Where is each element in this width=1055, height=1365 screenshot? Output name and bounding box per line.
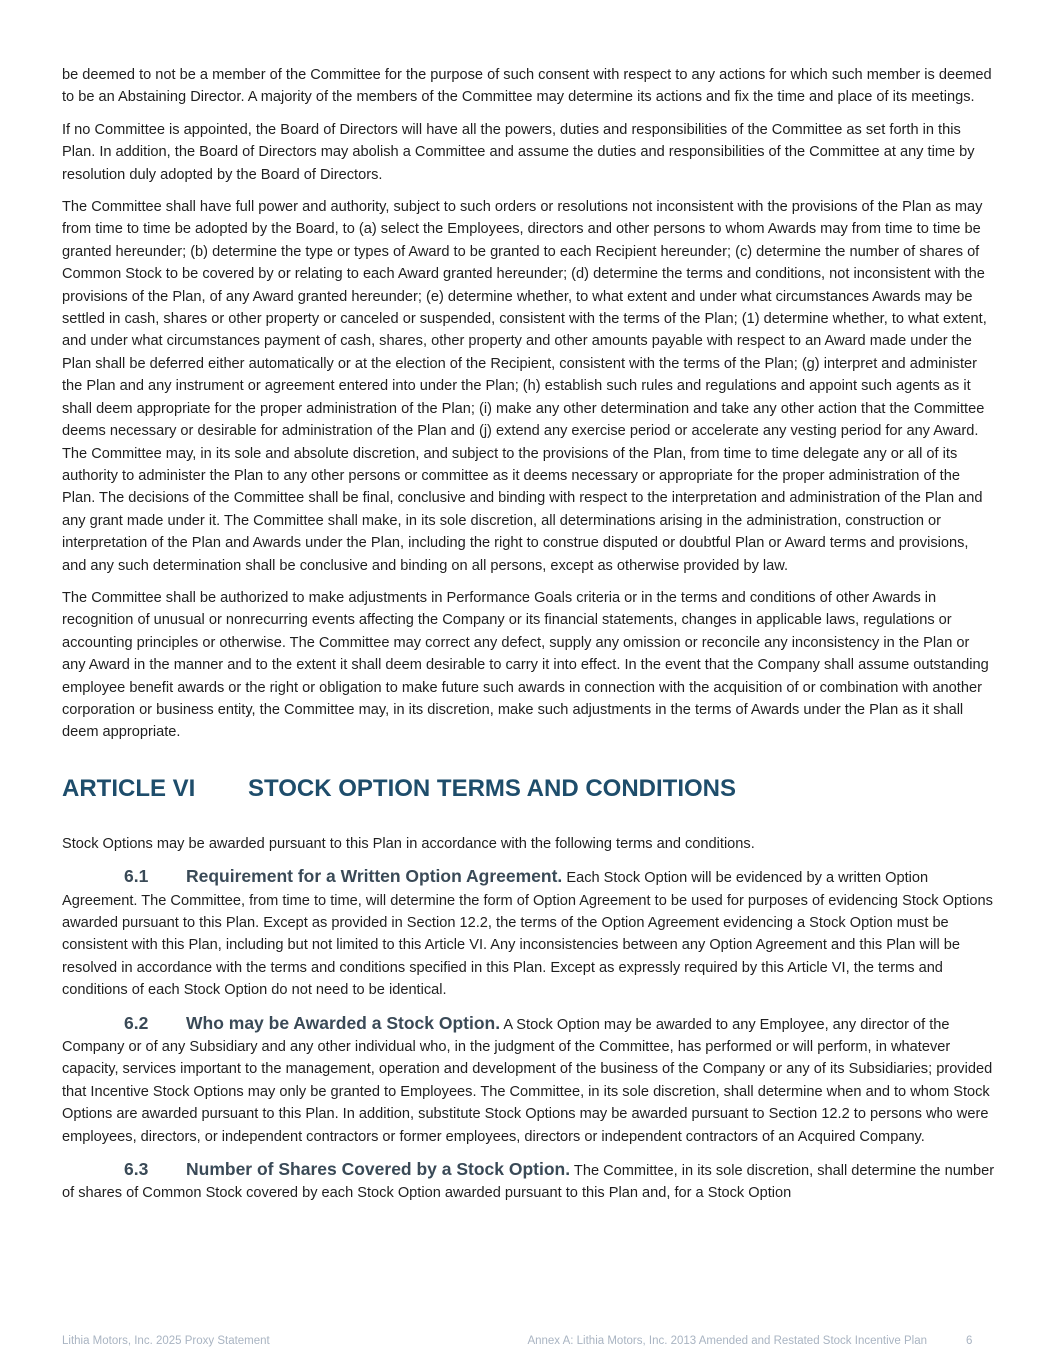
page-number: 6 [966,1335,973,1347]
section-heading [62,1013,500,1033]
section-6-1 [62,865,996,1001]
section-title: Who may be Awarded a Stock Option. [186,1012,501,1033]
paragraph-4: The Committee shall be authorized to make adjustments in Performance Goals criteria or in the terms and conditions of other Awards in recognition of unusual or nonrecurring events affecting the Company or its financial statements, changes in applicable laws, regulations or accounting principles or otherwise. The Committee may correct any defect, supply any omission or reconcile any inconsistency in the Plan or any Award in the manner and to the extent it shall deem desirable to carry it into effect. In the event that the Company shall assume outstanding employee benefit awards or the right or obligation to make future such awards in connection with the acquisition of or combination with another corporation or business entity, the Committee may, in its discretion, make such adjustments in the terms of Awards under the Plan as it shall deem appropriate. [62,589,989,741]
article-number: ARTICLE VI [62,774,196,802]
section-6-2 [62,1012,996,1148]
section-number: 6.1 [124,866,149,887]
footer-left: Lithia Motors, Inc. 2025 Proxy Statement [62,1335,270,1347]
document-body [62,64,996,1215]
section-body: Each Stock Option will be evidenced by a written Option Agreement. The Committee, from time to time, will determine the form of Option Agreement to be used for purposes of evidencing Stock Options awarded pursuant to this Plan. Except as provided in Section 12.2, the terms of the Option Agreement evidencing a Stock Option must be consistent with this Plan, including but not limited to this Article VI. Any inconsistencies between any Option Agreement and this Plan will be resolved in accordance with the terms and conditions specified in this Plan. Except as expressly required by this Article VI, the terms and conditions of each Stock Option do not need to be identical. [62,870,993,999]
paragraph-1: be deemed to not be a member of the Committee for the purpose of such consent with respect to any actions for which such member is deemed to be an Abstaining Director. A majority of the members of the Committee may determine its actions and fix the time and place of its meetings. [62,67,992,106]
section-6-3 [62,1158,996,1205]
section-body: The Committee, in its sole discretion, shall determine the number of shares of Common Stock covered by each Stock Option awarded pursuant to this Plan and, for a Stock Option [62,1163,995,1202]
section-heading [62,1159,570,1179]
section-body: A Stock Option may be awarded to any Employee, any director of the Company or of any Subsidiary and any other individual who, in the judgment of the Committee, has performed or will perform, in whatever capacity, services important to the management, operation and development of the business of the Company or any of its Subsidiaries; provided that Incentive Stock Options may only be granted to Employees. The Committee, in its sole discretion, shall determine when and to whom Stock Options are awarded pursuant to this Plan. In addition, substitute Stock Options may be awarded pursuant to Section 12.2 to persons who were employees, directors, or independent contractors or former employees, directors or independent contractors of an Acquired Company. [62,1016,993,1145]
article-title: STOCK OPTION TERMS AND CONDITIONS [248,774,737,802]
paragraph-3: The Committee shall have full power and authority, subject to such orders or resolutions not inconsistent with the provisions of the Plan as may from time to time be adopted by the Board, to (a) select the Employees, directors and other persons to whom Awards may from time to time be granted hereunder; (b) determine the type or types of Award to be granted to each Recipient hereunder; (c) determine the number of shares of Common Stock to be covered by or relating to each Award granted hereunder; (d) determine the terms and conditions, not inconsistent with the provisions of the Plan, of any Award granted hereunder; (e) determine whether, to what extent and under what circumstances Awards may be settled in cash, shares or other property or canceled or suspended, consistent with the terms of the Plan; (1) determine whether, to what extent, and under what circumstances payment of cash, shares, other property and other amounts payable with respect to an Award made under the Plan shall be deferred either automatically or at the election of the Recipient, consistent with the terms of the Plan; (g) interpret and administer the Plan and any instrument or agreement entered into under the Plan; (h) establish such rules and regulations and appoint such agents as it shall deem appropriate for the proper administration of the Plan; (i) make any other determination and take any other action that the Committee deems necessary or desirable for administration of the Plan and (j) extend any exercise period or accelerate any vesting period for any Award. The Committee may, in its sole and absolute discretion, and subject to the provisions of the Plan, from time to time delegate any or all of its authority to administer the Plan to any other persons or committee as it deems necessary or appropriate for the proper administration of the Plan. The decisions of the Committee shall be final, conclusive and binding with respect to the interpretation and administration of the Plan and any grant made under it. The Committee shall make, in its sole discretion, all determinations arising in the administration, construction or interpretation of the Plan and Awards under the Plan, including the right to construe disputed or doubtful Plan or Award terms and provisions, and any such determination shall be conclusive and binding on all persons, except as otherwise provided by law. [62,199,987,574]
section-heading [62,866,562,886]
article-heading [62,771,996,807]
article-intro: Stock Options may be awarded pursuant to this Plan in accordance with the following terms and conditions. [62,835,755,852]
section-title: Requirement for a Written Option Agreement. [186,866,563,887]
section-title: Number of Shares Covered by a Stock Option. [186,1159,571,1180]
paragraph-2: If no Committee is appointed, the Board of Directors will have all the powers, duties and responsibilities of the Committee as set forth in this Plan. In addition, the Board of Directors may abolish a Committee and assume the duties and responsibilities of the Committee at any time by resolution duly adopted by the Board of Directors. [62,121,975,183]
section-number: 6.2 [124,1012,149,1033]
section-number: 6.3 [124,1159,149,1180]
footer-right: Annex A: Lithia Motors, Inc. 2013 Amended and Restated Stock Incentive Plan [527,1335,927,1347]
